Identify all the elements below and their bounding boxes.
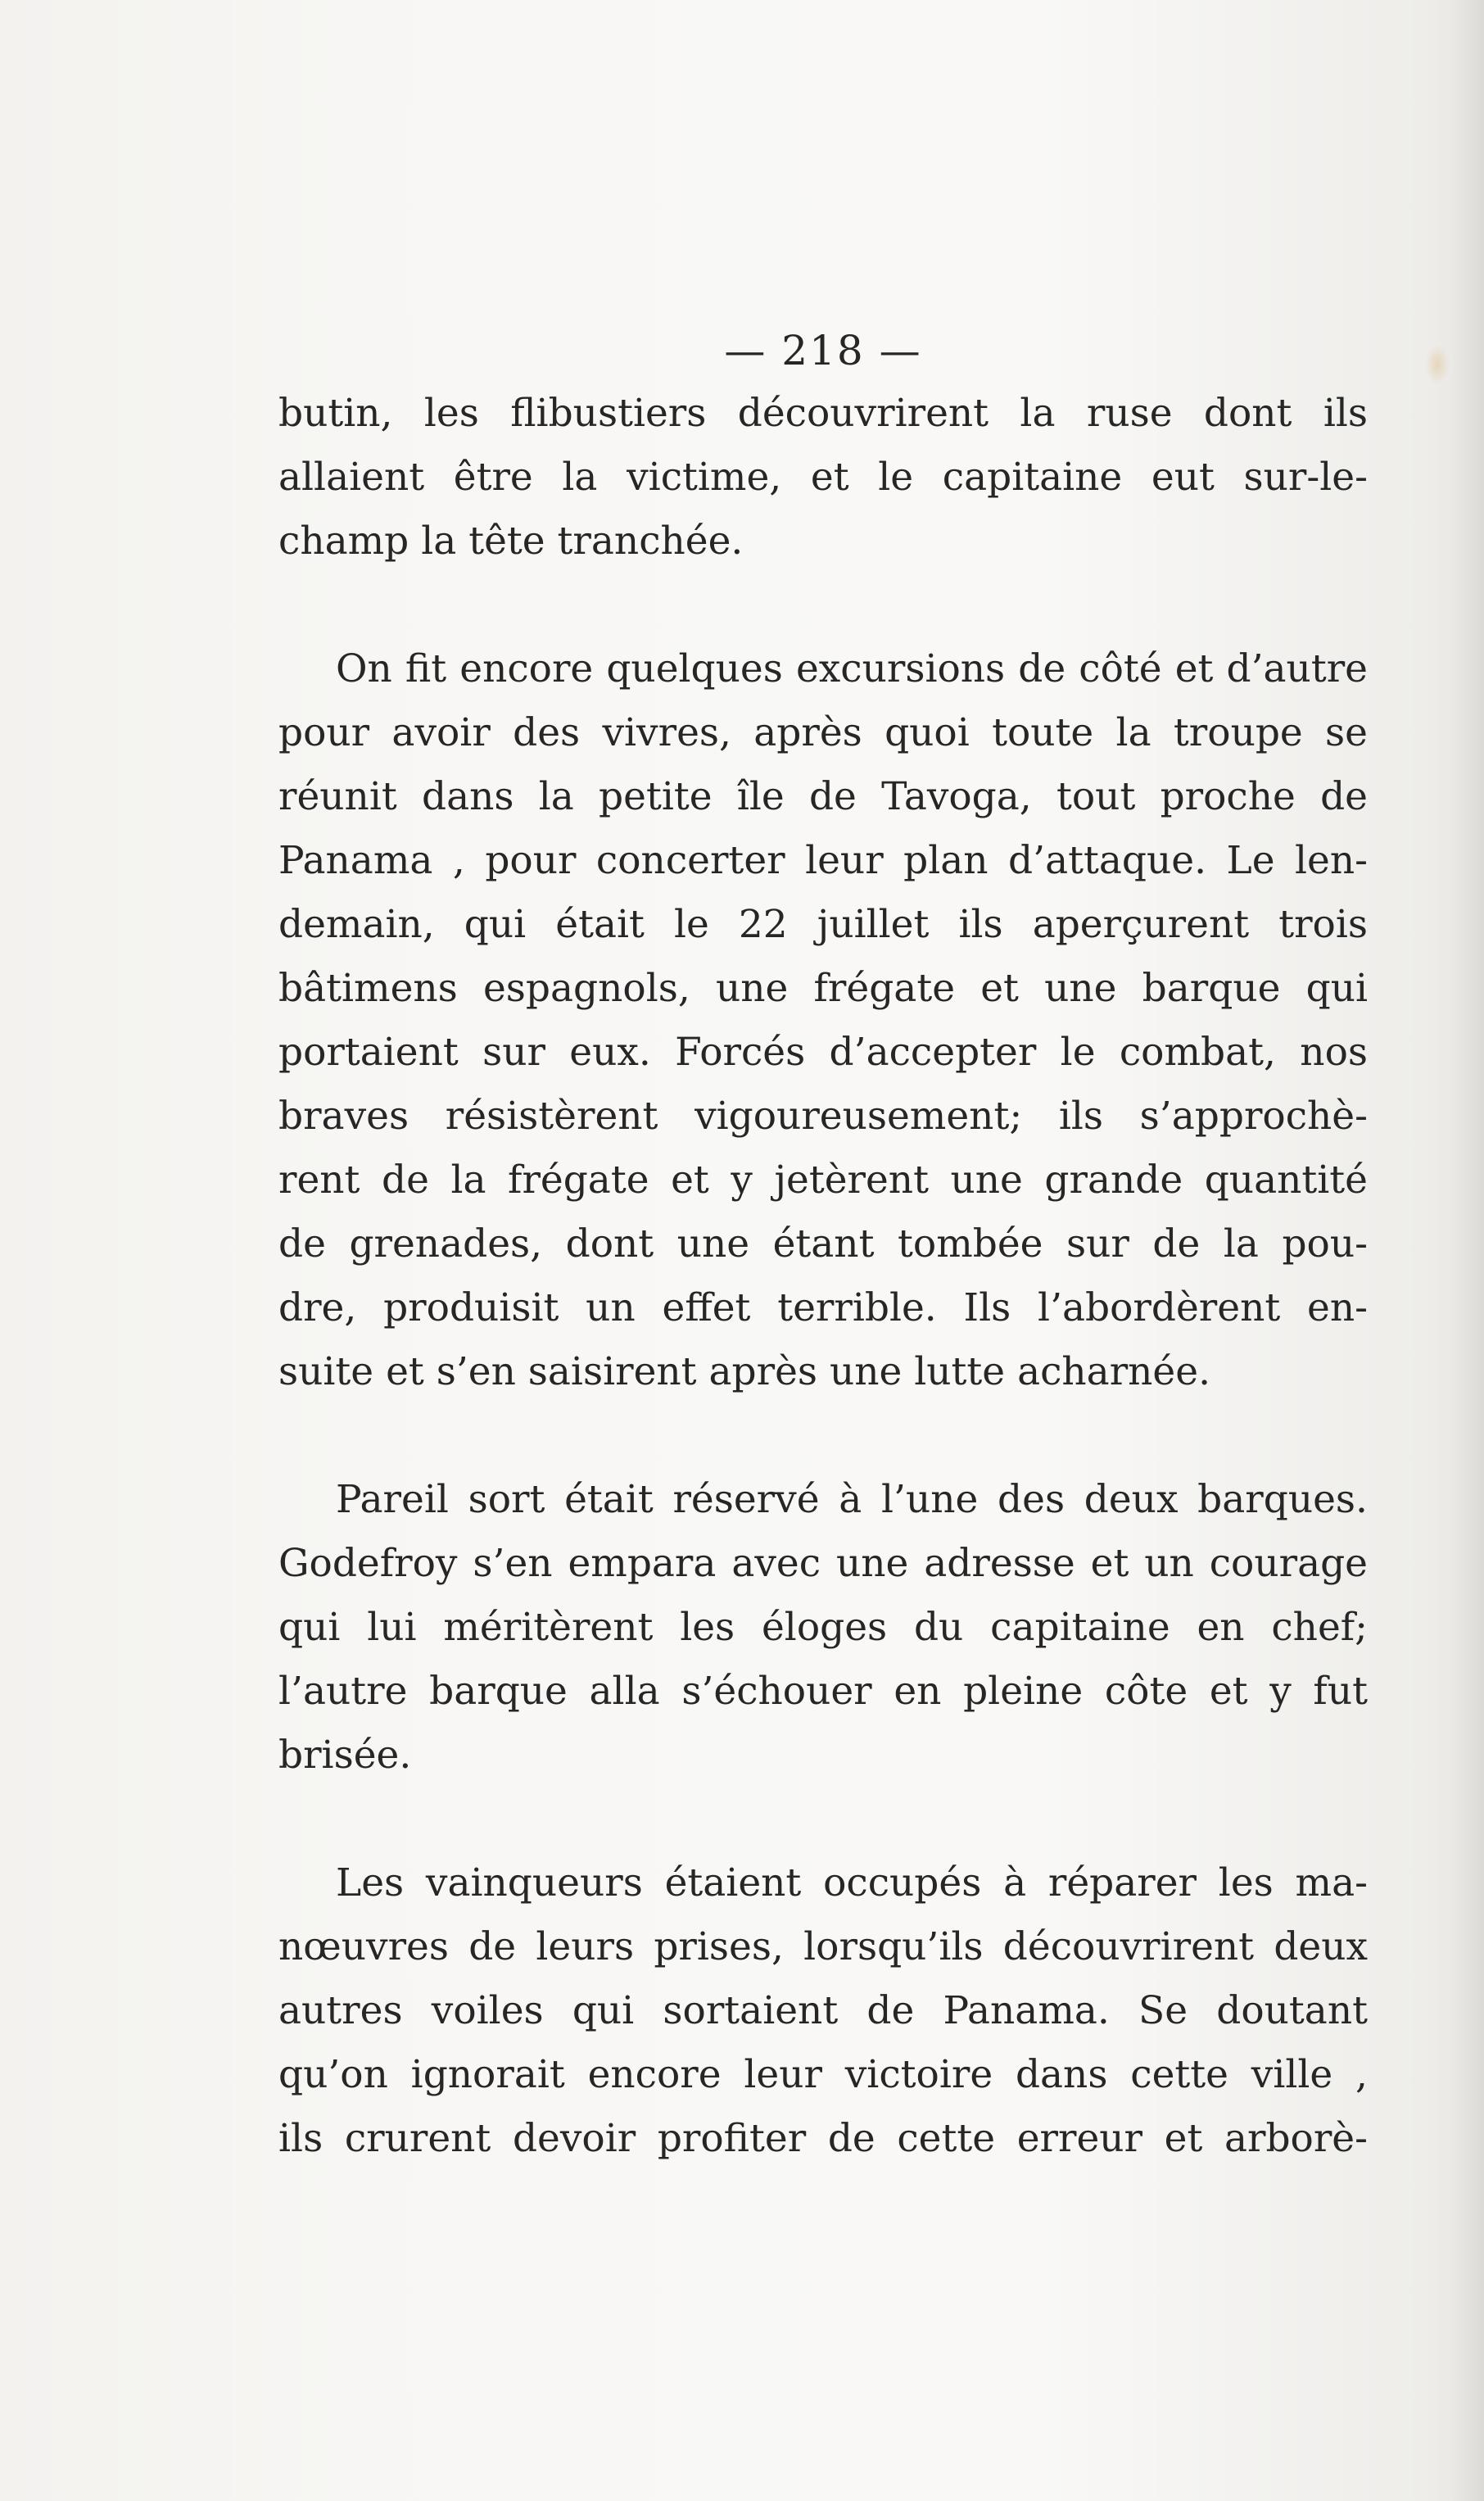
text-line: qui lui méritèrent les éloges du capitaine en chef;: [278, 1605, 1368, 1650]
text-line: Les vainqueurs étaient occupés à réparer les ma-: [336, 1860, 1368, 1905]
text-line: Pareil sort était réservé à l’une des deux barques.: [336, 1477, 1368, 1522]
text-line: On fit encore quelques excursions de côté et d’autre: [336, 646, 1368, 691]
text-line: Godefroy s’en empara avec une adresse et un courage: [278, 1541, 1368, 1586]
text-line: portaient sur eux. Forcés d’accepter le combat, nos: [278, 1030, 1368, 1075]
page-number: — 218 —: [724, 327, 922, 374]
text-line: de grenades, dont une étant tombée sur de la pou-: [278, 1221, 1368, 1266]
text-line: brisée.: [278, 1733, 412, 1778]
text-line: butin, les flibustiers découvrirent la ruse dont ils: [278, 391, 1368, 436]
paragraph-2: [278, 637, 1368, 1404]
text-line: pour avoir des vivres, après quoi toute la troupe se: [278, 710, 1368, 755]
paper-stain: [1425, 344, 1450, 385]
text-line: braves résistèrent vigoureusement; ils s’approchè-: [278, 1094, 1368, 1139]
text-line: suite et s’en saisirent après une lutte acharnée.: [278, 1349, 1211, 1394]
paragraph-4: [278, 1851, 1368, 2171]
page-text: [278, 319, 1368, 2171]
text-line: Panama , pour concerter leur plan d’attaque. Le len-: [278, 838, 1368, 883]
text-line: autres voiles qui sortaient de Panama. Se doutant: [278, 1988, 1368, 2033]
text-line: ils crurent devoir profiter de cette erreur et arborè-: [278, 2116, 1368, 2161]
paragraph-gap: [278, 1404, 1368, 1468]
text-line: qu’on ignorait encore leur victoire dans cette ville ,: [278, 2052, 1368, 2097]
paragraph-3: [278, 1468, 1368, 1787]
paragraph-1: [278, 382, 1368, 573]
text-line: nœuvres de leurs prises, lorsqu’ils découvrirent deux: [278, 1924, 1368, 1969]
text-line: rent de la frégate et y jetèrent une grande quantité: [278, 1158, 1368, 1203]
text-line: réunit dans la petite île de Tavoga, tout proche de: [278, 774, 1368, 819]
text-line: l’autre barque alla s’échouer en pleine côte et y fut: [278, 1669, 1368, 1714]
text-line: demain, qui était le 22 juillet ils aperçurent trois: [278, 902, 1368, 947]
paragraph-gap: [278, 1787, 1368, 1851]
page-edge-shadow: [1451, 0, 1484, 2501]
text-line: allaient être la victime, et le capitaine eut sur-le-: [278, 455, 1368, 500]
text-line: champ la tête tranchée.: [278, 519, 744, 564]
paragraph-gap: [278, 573, 1368, 637]
text-line: bâtimens espagnols, une frégate et une barque qui: [278, 966, 1368, 1011]
text-line: dre, produisit un effet terrible. Ils l’abordèrent en-: [278, 1285, 1368, 1330]
